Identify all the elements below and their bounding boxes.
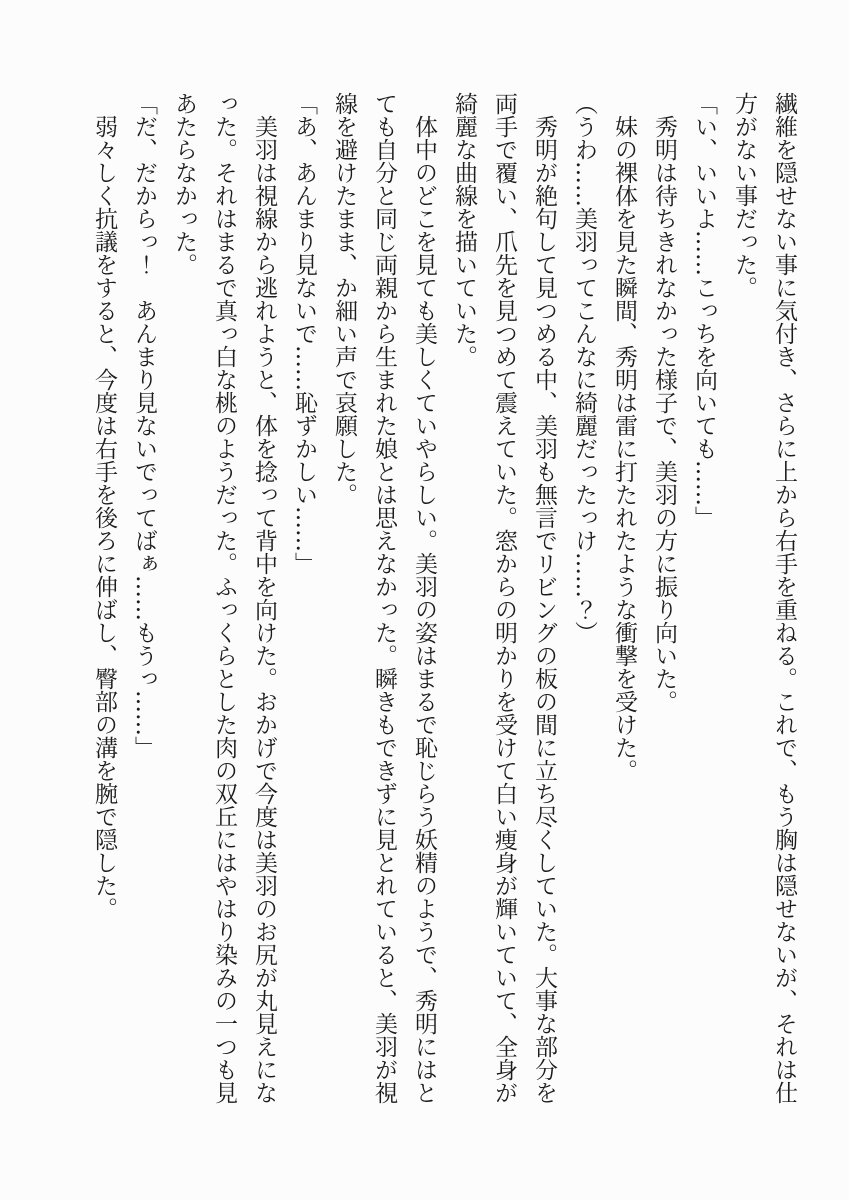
vertical-text-block	[84, 92, 804, 1106]
paragraph-narration-1: 繊維を隠せない事に気付き、さらに上から右手を重ねる。これで、もう胸は隠せないが、それは仕方がない事だった。	[731, 92, 797, 1104]
paragraph-narration-3: 妹の裸体を見た瞬間、秀明は雷に打たれたような衝撃を受けた。	[611, 92, 637, 782]
paragraph-dialogue-1: 「い、いいよ……こっちを向いても……」	[691, 92, 717, 529]
paragraph-dialogue-2: 「あ、あんまり見ないで……恥ずかしい……」	[291, 92, 317, 575]
paragraph-narration-6: 美羽は視線から逃れようと、体を捻って背中を向けた。おかげで今度は美羽のお尻が丸見えになった。それはまるで真っ白な桃のようだった。ふっくらとした肉の双丘にはやはり染みの一つも見あたらなかった。	[171, 92, 277, 1104]
paragraph-narration-4: 秀明が絶句して見つめる中、美羽も無言でリビングの板の間に立ち尽くしていた。大事な部分を両手で覆い、爪先を見つめて震えていた。窓からの明かりを受けて白い痩身が輝いていて、全身が綺麗な曲線を描いていた。	[451, 92, 557, 1104]
paragraph-narration-7: 弱々しく抗議をすると、今度は右手を後ろに伸ばし、臀部の溝を腕で隠した。	[91, 92, 117, 920]
paragraph-thought-1: （うわ……美羽ってこんなに綺麗だったっけ……？）	[571, 92, 597, 644]
paragraph-dialogue-3: 「だ、だからっ！ あんまり見ないでってばぁ……もうっ……」	[131, 92, 157, 759]
paragraph-narration-2: 秀明は待ちきれなかった様子で、美羽の方に振り向いた。	[651, 92, 677, 713]
paragraph-narration-5: 体中のどこを見ても美しくていやらしい。美羽の姿はまるで恥じらう妖精のようで、秀明にはとても自分と同じ両親から生まれた娘とは思えなかった。瞬きもできずに見とれていると、美羽が視線を避けたまま、か細い声で哀願した。	[331, 92, 437, 1104]
